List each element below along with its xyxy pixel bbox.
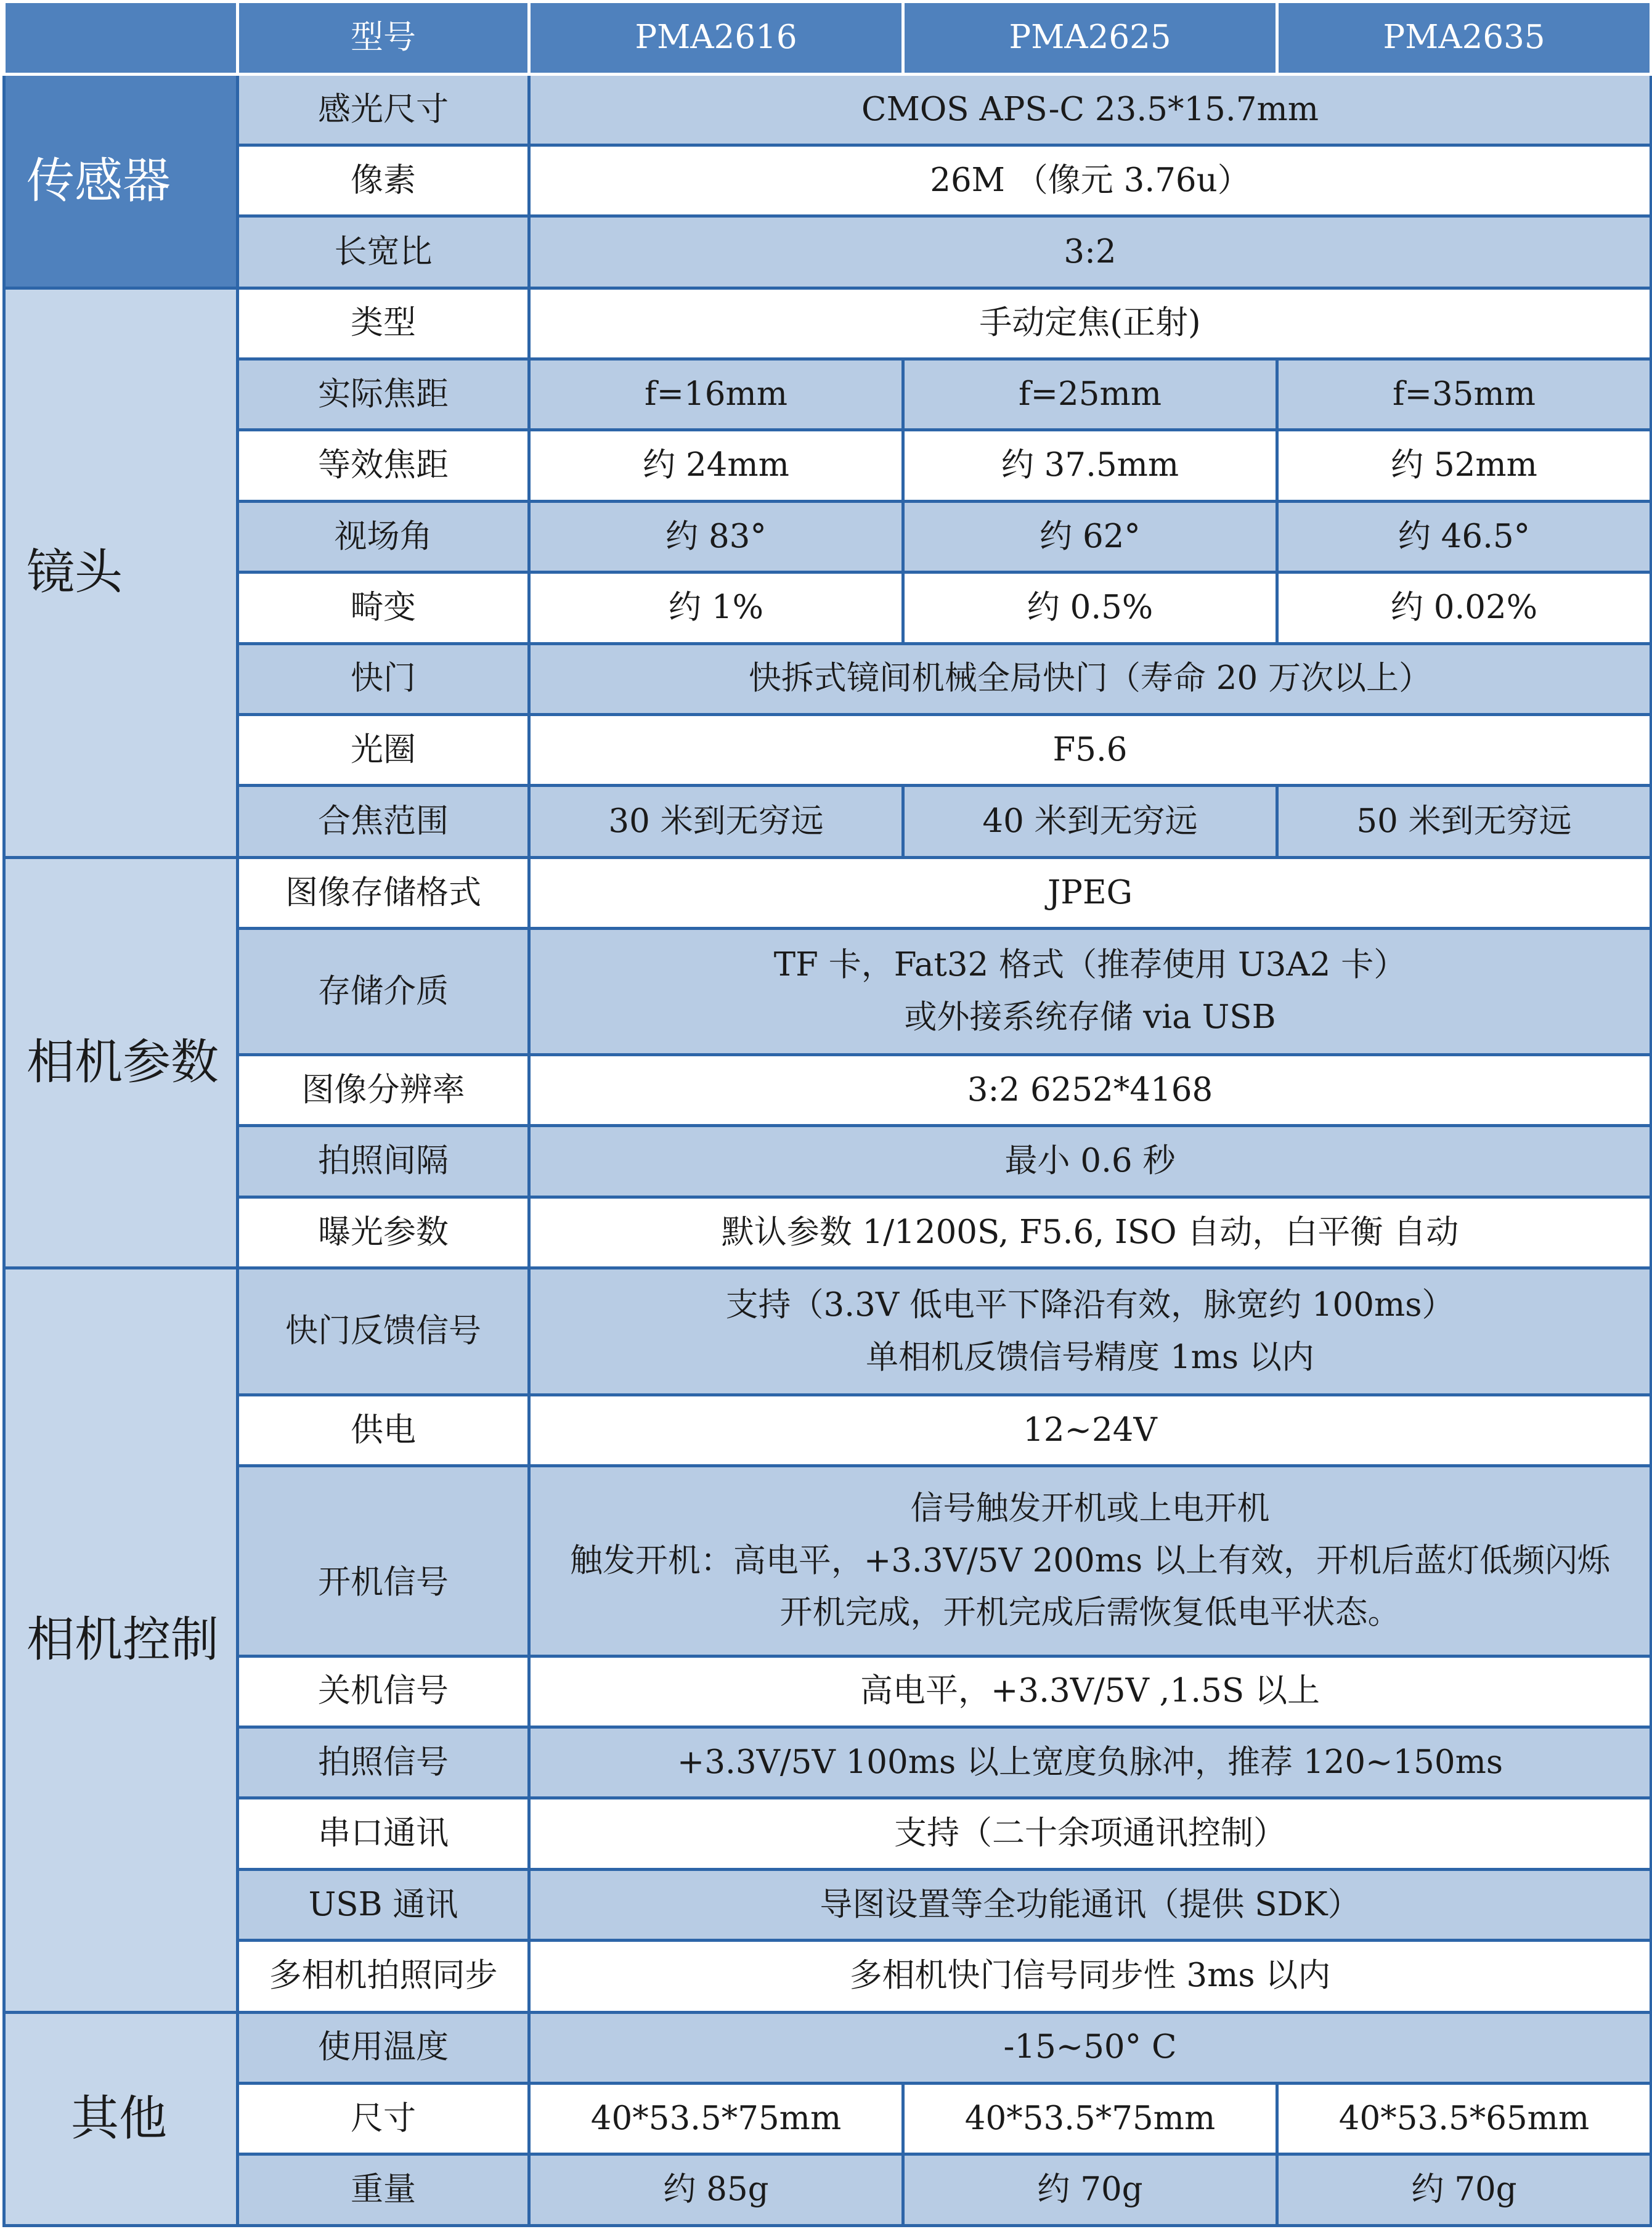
value-model-2: 40 米到无穷远 [903, 786, 1277, 857]
table-row [4, 1395, 1651, 1465]
value-model-3: f=35mm [1277, 359, 1651, 430]
table-row [4, 359, 1651, 430]
table-row [4, 288, 1651, 359]
row-label: 类型 [238, 288, 529, 359]
row-label: 曝光参数 [238, 1197, 529, 1268]
table-row [4, 1869, 1651, 1940]
row-label: 存储介质 [238, 929, 529, 1055]
row-value: 最小 0.6 秒 [529, 1126, 1651, 1197]
value-model-1: 约 85g [529, 2154, 903, 2226]
table-row [4, 2154, 1651, 2226]
value-line: 支持（3.3V 低电平下降沿有效，脉宽约 100ms） [725, 1286, 1455, 1324]
table-row [4, 501, 1651, 572]
row-label: 快门 [238, 643, 529, 714]
row-label: 拍照间隔 [238, 1126, 529, 1197]
header-model-label: 型号 [238, 2, 529, 75]
table-row [4, 929, 1651, 1055]
row-value: -15~50° C [529, 2012, 1651, 2083]
spec-table [2, 0, 1652, 2227]
row-value: F5.6 [529, 715, 1651, 786]
row-label: 使用温度 [238, 2012, 529, 2083]
value-model-3: 40*53.5*65mm [1277, 2083, 1651, 2154]
row-value: CMOS APS-C 23.5*15.7mm [529, 75, 1651, 145]
table-row [4, 1466, 1651, 1656]
value-model-1: 约 24mm [529, 430, 903, 501]
section-lens-title: 镜头 [4, 288, 238, 857]
header-corner [4, 2, 238, 75]
row-value: 支持（二十余项通讯控制） [529, 1798, 1651, 1869]
row-label: 串口通讯 [238, 1798, 529, 1869]
table-row [4, 1941, 1651, 2012]
value-line: 信号触发开机或上电开机 [910, 1489, 1270, 1527]
table-row [4, 75, 1651, 145]
row-value: 导图设置等全功能通讯（提供 SDK） [529, 1869, 1651, 1940]
row-label: 等效焦距 [238, 430, 529, 501]
value-model-3: 约 46.5° [1277, 501, 1651, 572]
table-row [4, 573, 1651, 643]
value-model-2: 40*53.5*75mm [903, 2083, 1277, 2154]
value-model-2: f=25mm [903, 359, 1277, 430]
value-line: 或外接系统存储 via USB [904, 998, 1276, 1037]
row-value: 快拆式镜间机械全局快门（寿命 20 万次以上） [529, 643, 1651, 714]
table-row [4, 643, 1651, 714]
row-label: 合焦范围 [238, 786, 529, 857]
value-model-2: 约 70g [903, 2154, 1277, 2226]
row-value [529, 929, 1651, 1055]
row-value: JPEG [529, 857, 1651, 928]
row-label: 实际焦距 [238, 359, 529, 430]
value-model-2: 约 0.5% [903, 573, 1277, 643]
row-value: 多相机快门信号同步性 3ms 以内 [529, 1941, 1651, 2012]
value-line: 单相机反馈信号精度 1ms 以内 [866, 1338, 1314, 1376]
row-value: 高电平，+3.3V/5V ,1.5S 以上 [529, 1656, 1651, 1727]
value-model-1: 约 83° [529, 501, 903, 572]
table-row [4, 1656, 1651, 1727]
row-label: 拍照信号 [238, 1727, 529, 1798]
table-row [4, 430, 1651, 501]
header-model-1: PMA2616 [529, 2, 903, 75]
row-label: 重量 [238, 2154, 529, 2226]
table-row [4, 216, 1651, 288]
table-row [4, 2083, 1651, 2154]
value-line: TF 卡，Fat32 格式（推荐使用 U3A2 卡） [773, 946, 1407, 984]
row-label: 快门反馈信号 [238, 1268, 529, 1395]
value-model-3: 约 70g [1277, 2154, 1651, 2226]
row-label: 多相机拍照同步 [238, 1941, 529, 2012]
row-value [529, 1268, 1651, 1395]
table-row [4, 1268, 1651, 1395]
row-label: 畸变 [238, 573, 529, 643]
value-model-1: f=16mm [529, 359, 903, 430]
header-model-3: PMA2635 [1277, 2, 1651, 75]
row-value: 12~24V [529, 1395, 1651, 1465]
value-model-1: 30 米到无穷远 [529, 786, 903, 857]
row-value: 默认参数 1/1200S, F5.6, ISO 自动，白平衡 自动 [529, 1197, 1651, 1268]
value-line: 开机完成，开机完成后需恢复低电平状态。 [779, 1594, 1401, 1632]
table-row [4, 786, 1651, 857]
row-label: 光圈 [238, 715, 529, 786]
row-label: 尺寸 [238, 2083, 529, 2154]
row-value [529, 1466, 1651, 1656]
value-model-3: 约 52mm [1277, 430, 1651, 501]
value-model-1: 40*53.5*75mm [529, 2083, 903, 2154]
table-row [4, 715, 1651, 786]
row-label: USB 通讯 [238, 1869, 529, 1940]
row-label: 感光尺寸 [238, 75, 529, 145]
row-label: 关机信号 [238, 1656, 529, 1727]
value-model-1: 约 1% [529, 573, 903, 643]
header-row [4, 2, 1651, 75]
value-model-2: 约 62° [903, 501, 1277, 572]
value-model-2: 约 37.5mm [903, 430, 1277, 501]
row-value: 手动定焦(正射) [529, 288, 1651, 359]
row-value: 3:2 6252*4168 [529, 1055, 1651, 1126]
section-camera-control-title: 相机控制 [4, 1268, 238, 2012]
table-row [4, 2012, 1651, 2083]
row-label: 长宽比 [238, 216, 529, 288]
row-label: 像素 [238, 145, 529, 216]
value-model-3: 约 0.02% [1277, 573, 1651, 643]
row-label: 图像存储格式 [238, 857, 529, 928]
table-row [4, 145, 1651, 216]
row-label: 开机信号 [238, 1466, 529, 1656]
table-row [4, 857, 1651, 928]
row-value: 3:2 [529, 216, 1651, 288]
value-line: 触发开机：高电平，+3.3V/5V 200ms 以上有效，开机后蓝灯低频闪烁 [569, 1541, 1611, 1579]
row-value: +3.3V/5V 100ms 以上宽度负脉冲，推荐 120~150ms [529, 1727, 1651, 1798]
section-other-title: 其他 [4, 2012, 238, 2225]
table-row [4, 1055, 1651, 1126]
row-label: 图像分辨率 [238, 1055, 529, 1126]
header-model-2: PMA2625 [903, 2, 1277, 75]
row-label: 视场角 [238, 501, 529, 572]
table-row [4, 1798, 1651, 1869]
table-row [4, 1126, 1651, 1197]
section-sensor-title: 传感器 [4, 75, 238, 288]
row-label: 供电 [238, 1395, 529, 1465]
table-row [4, 1727, 1651, 1798]
row-value: 26M （像元 3.76u） [529, 145, 1651, 216]
table-row [4, 1197, 1651, 1268]
value-model-3: 50 米到无穷远 [1277, 786, 1651, 857]
section-camera-params-title: 相机参数 [4, 857, 238, 1268]
